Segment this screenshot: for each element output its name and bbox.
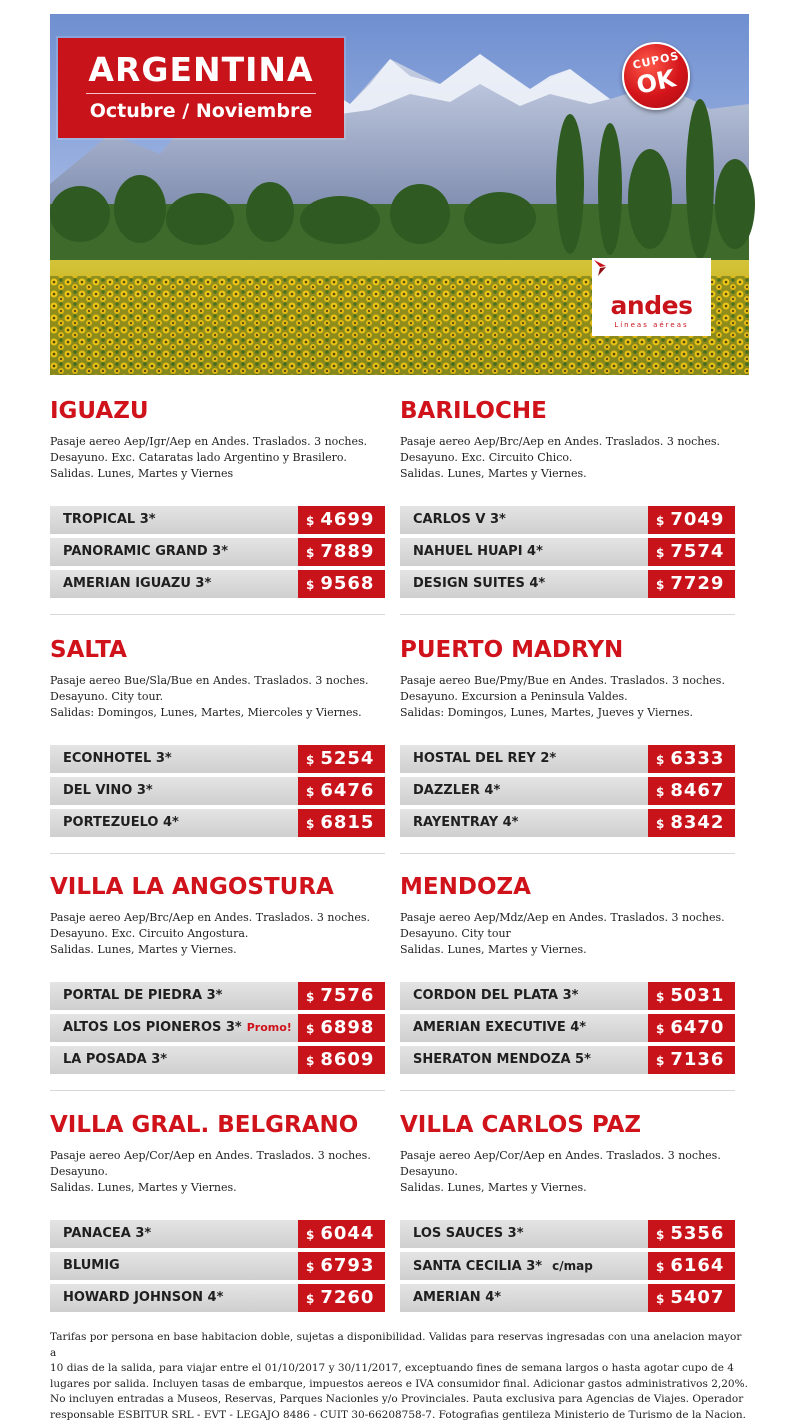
hotel-row[interactable]: [400, 982, 735, 1010]
hotel-row[interactable]: [50, 1284, 385, 1312]
description-line: Salidas: Domingos, Lunes, Martes, Jueves y Viernes.: [400, 705, 735, 721]
meal-plan-tag: c/map: [552, 1259, 593, 1273]
description-line: Desayuno. City tour.: [50, 689, 385, 705]
price-cell: [298, 506, 385, 534]
destination-title: BARILOCHE: [400, 398, 735, 424]
price-cell: [298, 1252, 385, 1280]
hotel-name-cell: [50, 982, 300, 1010]
section-divider: [400, 614, 735, 615]
destination-title: IGUAZU: [50, 398, 385, 424]
hotel-row[interactable]: [50, 809, 385, 837]
hotel-name-cell: [50, 745, 300, 773]
description-line: Desayuno. City tour: [400, 926, 735, 942]
hotel-name: ALTOS LOS PIONEROS 3*: [63, 1020, 242, 1035]
destination-section: [400, 637, 735, 841]
hotel-name: SANTA CECILIA 3*: [413, 1259, 542, 1274]
currency-symbol: $: [306, 546, 314, 560]
currency-symbol: $: [656, 817, 664, 831]
title-divider: [86, 93, 316, 94]
hotel-row[interactable]: [400, 1220, 735, 1248]
price-cell: [648, 982, 735, 1010]
hotel-list: [50, 745, 385, 837]
destination-title: VILLA CARLOS PAZ: [400, 1112, 735, 1138]
hotel-list: [400, 982, 735, 1074]
hotel-name-cell: [400, 745, 650, 773]
description-line: Salidas. Lunes, Martes y Viernes.: [400, 466, 735, 482]
currency-symbol: $: [656, 753, 664, 767]
currency-symbol: $: [306, 1054, 314, 1068]
description-line: Pasaje aereo Aep/Igr/Aep en Andes. Traslados. 3 noches.: [50, 434, 385, 450]
currency-symbol: $: [656, 1228, 664, 1242]
hotel-row[interactable]: [50, 777, 385, 805]
price-amount: 6333: [670, 748, 724, 769]
hotel-name: SHERATON MENDOZA 5*: [413, 1052, 591, 1067]
terms-footer: [50, 1330, 750, 1423]
hotel-list: [50, 506, 385, 598]
description-line: Salidas. Lunes, Martes y Viernes.: [400, 942, 735, 958]
price-amount: 4699: [320, 509, 374, 530]
currency-symbol: $: [656, 990, 664, 1004]
destination-description: [50, 910, 385, 958]
hotel-row[interactable]: [400, 1284, 735, 1312]
currency-symbol: $: [306, 514, 314, 528]
price-amount: 7729: [670, 573, 724, 594]
destination-title: VILLA GRAL. BELGRANO: [50, 1112, 385, 1138]
hotel-row[interactable]: [50, 982, 385, 1010]
currency-symbol: $: [656, 1022, 664, 1036]
price-amount: 6793: [320, 1255, 374, 1276]
hotel-list: [400, 506, 735, 598]
price-amount: 5254: [320, 748, 374, 769]
hotel-row[interactable]: [400, 809, 735, 837]
terms-line: Tarifas por persona en base habitacion doble, sujetas a disponibilidad. Validas para reservas ingresadas con una anelacion mayor a: [50, 1330, 750, 1361]
price-amount: 6470: [670, 1017, 724, 1038]
price-cell: [648, 1252, 735, 1280]
hotel-row[interactable]: [50, 570, 385, 598]
description-line: Pasaje aereo Bue/Sla/Bue en Andes. Traslados. 3 noches.: [50, 673, 385, 689]
description-line: Pasaje aereo Aep/Cor/Aep en Andes. Traslados. 3 noches.: [400, 1148, 735, 1164]
currency-symbol: $: [306, 1260, 314, 1274]
currency-symbol: $: [656, 1054, 664, 1068]
destination-title: PUERTO MADRYN: [400, 637, 735, 663]
hotel-row[interactable]: [50, 1046, 385, 1074]
destination-description: [50, 434, 385, 482]
destination-section: [50, 398, 385, 602]
hotel-name-cell: [50, 506, 300, 534]
description-line: Pasaje aereo Aep/Mdz/Aep en Andes. Traslados. 3 noches.: [400, 910, 735, 926]
hotel-row[interactable]: [50, 745, 385, 773]
currency-symbol: $: [306, 753, 314, 767]
destination-description: [400, 673, 735, 721]
section-divider: [50, 853, 385, 854]
hotel-name: CARLOS V 3*: [413, 512, 506, 527]
terms-line: No incluyen entradas a Museos, Reservas, Parques Nacionles y/o Provinciales. Pauta exclusiva para Agencias de Viajes. Operador: [50, 1392, 750, 1408]
price-cell: [298, 570, 385, 598]
currency-symbol: $: [656, 1260, 664, 1274]
hotel-list: [400, 1220, 735, 1312]
price-cell: [298, 1046, 385, 1074]
hero-banner: [50, 14, 749, 375]
price-amount: 7576: [320, 985, 374, 1006]
price-cell: [648, 1014, 735, 1042]
hotel-name-cell: [50, 1014, 300, 1042]
cupos-ok-badge: [622, 42, 690, 110]
hotel-name: RAYENTRAY 4*: [413, 815, 518, 830]
price-cell: [298, 745, 385, 773]
currency-symbol: $: [306, 785, 314, 799]
hotel-name: TROPICAL 3*: [63, 512, 156, 527]
price-amount: 6044: [320, 1223, 374, 1244]
price-cell: [648, 538, 735, 566]
hotel-row[interactable]: [50, 506, 385, 534]
hotel-name: DESIGN SUITES 4*: [413, 576, 545, 591]
destination-section: [400, 874, 735, 1078]
destination-title: VILLA LA ANGOSTURA: [50, 874, 385, 900]
description-line: Desayuno. Excursion a Peninsula Valdes.: [400, 689, 735, 705]
title-box: [58, 38, 344, 138]
section-divider: [400, 1090, 735, 1091]
hotel-row[interactable]: [400, 506, 735, 534]
price-amount: 5031: [670, 985, 724, 1006]
hotel-name-cell: [400, 570, 650, 598]
country-title: ARGENTINA: [58, 50, 344, 89]
hotel-name: BLUMIG: [63, 1258, 120, 1273]
hotel-name-cell: [400, 809, 650, 837]
description-line: Salidas. Lunes, Martes y Viernes.: [50, 1180, 385, 1196]
hotel-name: PORTAL DE PIEDRA 3*: [63, 988, 222, 1003]
hotel-name: ECONHOTEL 3*: [63, 751, 172, 766]
hotel-name-cell: [400, 982, 650, 1010]
andes-bird-icon: [592, 258, 608, 278]
hotel-name: LA POSADA 3*: [63, 1052, 167, 1067]
andes-logo: [592, 258, 711, 336]
hotel-row[interactable]: [50, 1252, 385, 1280]
description-line: Pasaje aereo Aep/Brc/Aep en Andes. Traslados. 3 noches.: [50, 910, 385, 926]
hotel-name: CORDON DEL PLATA 3*: [413, 988, 578, 1003]
hotel-name: PORTEZUELO 4*: [63, 815, 179, 830]
price-cell: [298, 1014, 385, 1042]
price-amount: 5356: [670, 1223, 724, 1244]
price-amount: 7260: [320, 1287, 374, 1308]
description-line: Desayuno.: [50, 1164, 385, 1180]
logo-name: andes: [592, 291, 711, 320]
currency-symbol: $: [656, 785, 664, 799]
hotel-row[interactable]: [400, 1046, 735, 1074]
price-amount: 6815: [320, 812, 374, 833]
hotel-name-cell: [400, 1046, 650, 1074]
badge-main-text: OK: [622, 62, 690, 103]
price-cell: [648, 809, 735, 837]
destination-section: [50, 874, 385, 1078]
description-line: Pasaje aereo Bue/Pmy/Bue en Andes. Traslados. 3 noches.: [400, 673, 735, 689]
hotel-name-cell: [50, 1046, 300, 1074]
section-divider: [400, 853, 735, 854]
price-amount: 7049: [670, 509, 724, 530]
hotel-name-cell: [50, 570, 300, 598]
price-amount: 9568: [320, 573, 374, 594]
currency-symbol: $: [306, 1022, 314, 1036]
hotel-row[interactable]: [400, 745, 735, 773]
price-cell: [298, 982, 385, 1010]
hotel-name: HOWARD JOHNSON 4*: [63, 1290, 223, 1305]
hotel-name-cell: [50, 1220, 300, 1248]
hotel-name-cell: [400, 1220, 650, 1248]
hotel-list: [400, 745, 735, 837]
hotel-row[interactable]: [50, 538, 385, 566]
currency-symbol: $: [306, 990, 314, 1004]
description-line: Salidas. Lunes, Martes y Viernes.: [50, 942, 385, 958]
hotel-name-cell: [50, 777, 300, 805]
description-line: Desayuno.: [400, 1164, 735, 1180]
hotel-row[interactable]: [50, 1220, 385, 1248]
hotel-row[interactable]: [400, 1014, 735, 1042]
hotel-name-cell: [400, 1014, 650, 1042]
price-amount: 7889: [320, 541, 374, 562]
terms-line: 10 dias de la salida, para viajar entre el 01/10/2017 y 30/11/2017, exceptuando fines de semana largos o hasta agotar cupo de 4: [50, 1361, 750, 1377]
price-cell: [648, 1220, 735, 1248]
description-line: Salidas: Domingos, Lunes, Martes, Miercoles y Viernes.: [50, 705, 385, 721]
hotel-name: NAHUEL HUAPI 4*: [413, 544, 543, 559]
currency-symbol: $: [306, 1292, 314, 1306]
travel-dates: Octubre / Noviembre: [58, 100, 344, 122]
destination-description: [400, 910, 735, 958]
description-line: Desayuno. Exc. Cataratas lado Argentino y Brasilero.: [50, 450, 385, 466]
hotel-name: DEL VINO 3*: [63, 783, 153, 798]
destination-title: MENDOZA: [400, 874, 735, 900]
hotel-row[interactable]: [50, 1014, 385, 1042]
destination-section: [400, 1112, 735, 1316]
hotel-name: AMERIAN 4*: [413, 1290, 501, 1305]
currency-symbol: $: [306, 817, 314, 831]
hotel-name-cell: [400, 538, 650, 566]
description-line: Pasaje aereo Aep/Brc/Aep en Andes. Traslados. 3 noches.: [400, 434, 735, 450]
section-divider: [50, 614, 385, 615]
hotel-name: AMERIAN EXECUTIVE 4*: [413, 1020, 586, 1035]
description-line: Salidas. Lunes, Martes y Viernes: [50, 466, 385, 482]
hotel-list: [50, 982, 385, 1074]
price-amount: 7574: [670, 541, 724, 562]
price-cell: [298, 1284, 385, 1312]
hotel-name: AMERIAN IGUAZU 3*: [63, 576, 211, 591]
price-cell: [298, 809, 385, 837]
currency-symbol: $: [656, 578, 664, 592]
description-line: Desayuno. Exc. Circuito Angostura.: [50, 926, 385, 942]
currency-symbol: $: [656, 1292, 664, 1306]
hotel-name-cell: [400, 1284, 650, 1312]
price-amount: 6898: [320, 1017, 374, 1038]
hotel-name-cell: [50, 809, 300, 837]
price-cell: [298, 1220, 385, 1248]
destination-description: [50, 1148, 385, 1196]
terms-line: responsable ESBITUR SRL - EVT - LEGAJO 8486 - CUIT 30-66208758-7. Fotografias gentileza Ministerio de Turismo de la Nacion.: [50, 1408, 750, 1423]
destination-description: [400, 1148, 735, 1196]
hotel-name: PANORAMIC GRAND 3*: [63, 544, 228, 559]
price-cell: [648, 570, 735, 598]
price-cell: [648, 506, 735, 534]
hotel-name-cell: [50, 538, 300, 566]
hotel-list: [50, 1220, 385, 1312]
hotel-row[interactable]: [400, 1252, 735, 1280]
hotel-name-cell: [50, 1284, 300, 1312]
price-amount: 8609: [320, 1049, 374, 1070]
price-cell: [298, 777, 385, 805]
price-amount: 7136: [670, 1049, 724, 1070]
price-cell: [648, 1284, 735, 1312]
description-line: Desayuno. Exc. Circuito Chico.: [400, 450, 735, 466]
destination-title: SALTA: [50, 637, 385, 663]
hotel-name-cell: [50, 1252, 300, 1280]
destination-description: [50, 673, 385, 721]
hotel-name-cell: [400, 506, 650, 534]
hotel-name-cell: [400, 777, 650, 805]
currency-symbol: $: [656, 546, 664, 560]
price-amount: 6164: [670, 1255, 724, 1276]
price-amount: 8342: [670, 812, 724, 833]
hotel-row[interactable]: [400, 570, 735, 598]
currency-symbol: $: [306, 578, 314, 592]
price-cell: [648, 1046, 735, 1074]
hotel-row[interactable]: [400, 538, 735, 566]
destination-section: [50, 637, 385, 841]
hotel-name: DAZZLER 4*: [413, 783, 500, 798]
hotel-row[interactable]: [400, 777, 735, 805]
description-line: Pasaje aereo Aep/Cor/Aep en Andes. Traslados. 3 noches.: [50, 1148, 385, 1164]
price-amount: 5407: [670, 1287, 724, 1308]
logo-tagline: Líneas aéreas: [592, 321, 711, 329]
promo-label: Promo!: [247, 1021, 292, 1034]
badge-top-text: CUPOS: [623, 47, 688, 73]
price-amount: 6476: [320, 780, 374, 801]
price-amount: 8467: [670, 780, 724, 801]
hotel-name: HOSTAL DEL REY 2*: [413, 751, 556, 766]
section-divider: [50, 1090, 385, 1091]
price-cell: [298, 538, 385, 566]
hotel-name: PANACEA 3*: [63, 1226, 151, 1241]
destination-description: [400, 434, 735, 482]
hotel-name-cell: [400, 1252, 650, 1280]
currency-symbol: $: [306, 1228, 314, 1242]
hotel-name: LOS SAUCES 3*: [413, 1226, 524, 1241]
price-cell: [648, 777, 735, 805]
currency-symbol: $: [656, 514, 664, 528]
destination-section: [50, 1112, 385, 1316]
destination-section: [400, 398, 735, 602]
terms-line: lugares por salida. Incluyen tasas de embarque, impuestos aereos e IVA consumidor final. Adicionar gastos administrativos 2,20%.: [50, 1377, 750, 1393]
description-line: Salidas. Lunes, Martes y Viernes.: [400, 1180, 735, 1196]
price-cell: [648, 745, 735, 773]
